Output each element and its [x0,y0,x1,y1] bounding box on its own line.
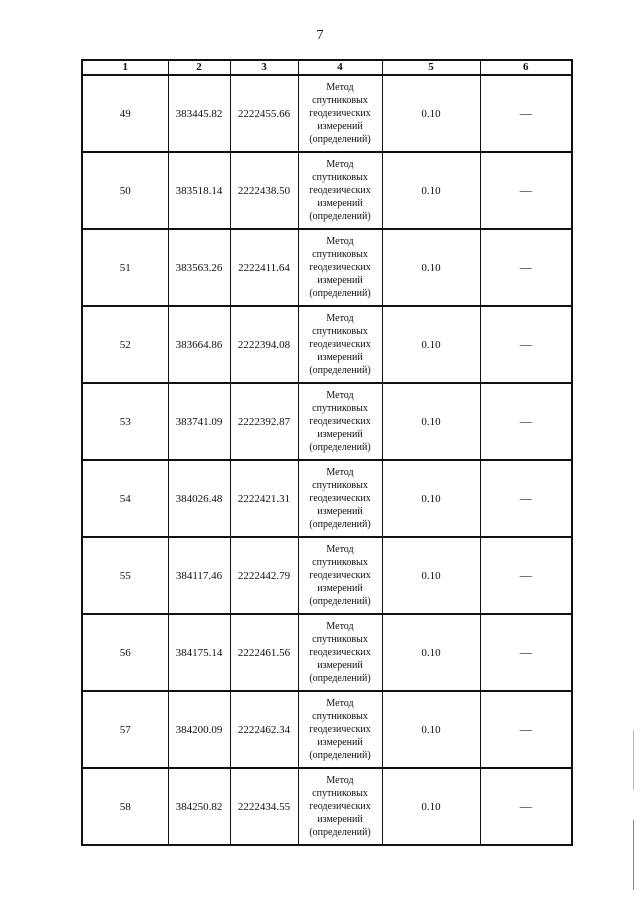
accuracy-value: 0.10 [382,768,480,845]
table-body [82,75,572,845]
point-number: 50 [82,152,168,229]
coordinate-y: 2222434.55 [230,768,298,845]
accuracy-value: 0.10 [382,614,480,691]
page-number: 7 [316,28,324,43]
column-header-4: 4 [298,60,382,75]
coordinate-x: 383664.86 [168,306,230,383]
note-cell: — [480,75,572,152]
point-number: 56 [82,614,168,691]
scan-artifact [633,820,634,890]
determination-method: Метод спутниковых геодезических измерений (определений) [298,537,382,614]
coordinate-x: 384175.14 [168,614,230,691]
column-header-6: 6 [480,60,572,75]
coordinate-x: 384250.82 [168,768,230,845]
coordinate-y: 2222438.50 [230,152,298,229]
accuracy-value: 0.10 [382,537,480,614]
coordinate-y: 2222455.66 [230,75,298,152]
coordinate-y: 2222442.79 [230,537,298,614]
point-number: 49 [82,75,168,152]
table-row [82,383,572,460]
coordinate-x: 383445.82 [168,75,230,152]
coordinate-y: 2222421.31 [230,460,298,537]
header-row [82,60,572,75]
column-header-2: 2 [168,60,230,75]
determination-method: Метод спутниковых геодезических измерений (определений) [298,614,382,691]
coordinate-x: 383518.14 [168,152,230,229]
accuracy-value: 0.10 [382,460,480,537]
coordinate-x: 383563.26 [168,229,230,306]
determination-method: Метод спутниковых геодезических измерений (определений) [298,383,382,460]
table-row [82,691,572,768]
accuracy-value: 0.10 [382,691,480,768]
determination-method: Метод спутниковых геодезических измерений (определений) [298,691,382,768]
accuracy-value: 0.10 [382,229,480,306]
determination-method: Метод спутниковых геодезических измерений (определений) [298,229,382,306]
note-cell: — [480,537,572,614]
table-row [82,229,572,306]
column-header-5: 5 [382,60,480,75]
coordinate-y: 2222461.56 [230,614,298,691]
column-header-1: 1 [82,60,168,75]
table-header [82,60,572,75]
point-number: 55 [82,537,168,614]
table-row [82,537,572,614]
coordinates-table [81,59,573,846]
table-row [82,460,572,537]
coordinate-x: 384117.46 [168,537,230,614]
note-cell: — [480,691,572,768]
coordinate-x: 383741.09 [168,383,230,460]
table-row [82,614,572,691]
note-cell: — [480,229,572,306]
column-header-3: 3 [230,60,298,75]
coordinate-y: 2222462.34 [230,691,298,768]
note-cell: — [480,768,572,845]
coordinate-x: 384026.48 [168,460,230,537]
coordinate-x: 384200.09 [168,691,230,768]
point-number: 52 [82,306,168,383]
coordinate-y: 2222411.64 [230,229,298,306]
point-number: 58 [82,768,168,845]
coordinate-y: 2222394.08 [230,306,298,383]
note-cell: — [480,383,572,460]
table-row [82,768,572,845]
point-number: 54 [82,460,168,537]
accuracy-value: 0.10 [382,383,480,460]
accuracy-value: 0.10 [382,75,480,152]
note-cell: — [480,460,572,537]
note-cell: — [480,306,572,383]
scan-artifact [633,730,634,790]
determination-method: Метод спутниковых геодезических измерений (определений) [298,460,382,537]
determination-method: Метод спутниковых геодезических измерений (определений) [298,152,382,229]
note-cell: — [480,614,572,691]
determination-method: Метод спутниковых геодезических измерений (определений) [298,306,382,383]
coordinate-y: 2222392.87 [230,383,298,460]
point-number: 57 [82,691,168,768]
table-row [82,152,572,229]
determination-method: Метод спутниковых геодезических измерений (определений) [298,768,382,845]
table-row [82,75,572,152]
note-cell: — [480,152,572,229]
point-number: 53 [82,383,168,460]
table-row [82,306,572,383]
accuracy-value: 0.10 [382,152,480,229]
point-number: 51 [82,229,168,306]
determination-method: Метод спутниковых геодезических измерений (определений) [298,75,382,152]
accuracy-value: 0.10 [382,306,480,383]
